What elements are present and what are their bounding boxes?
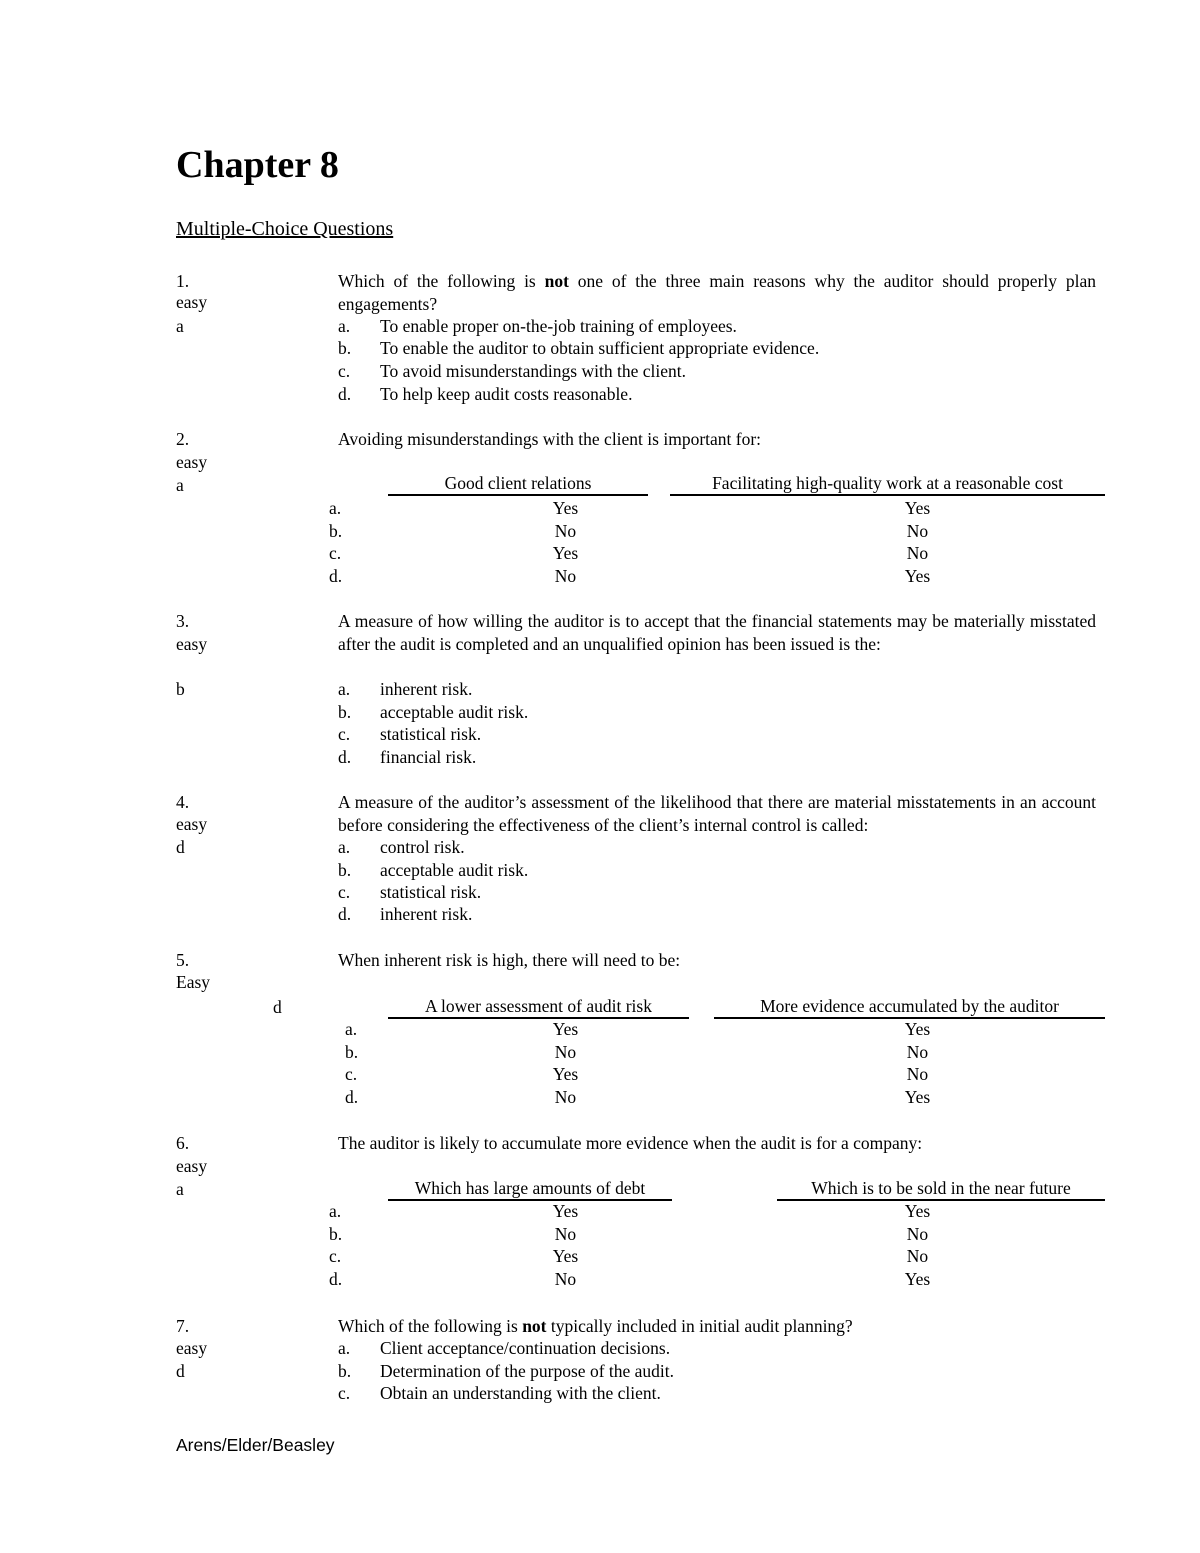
question-number: 2.	[176, 429, 190, 449]
table-cell: Yes	[904, 498, 931, 518]
option-text: To help keep audit costs reasonable.	[380, 384, 633, 404]
column-header: Good client relations	[388, 472, 648, 496]
option-letter: c.	[338, 1383, 351, 1403]
option-text: To enable proper on-the-job training of employees.	[380, 316, 737, 336]
question-number: 7.	[176, 1316, 190, 1336]
chapter-title: Chapter 8	[176, 144, 339, 186]
table-cell: Yes	[904, 566, 931, 586]
table-cell: Yes	[904, 1201, 931, 1221]
row-letter: c.	[345, 1064, 358, 1084]
question-stem: Avoiding misunderstandings with the client is important for:	[338, 429, 762, 449]
option-letter: c.	[338, 882, 351, 902]
table-cell: Yes	[552, 1064, 579, 1084]
question-answer: d	[176, 837, 185, 857]
column-header: Which is to be sold in the near future	[777, 1177, 1105, 1201]
table-cell: Yes	[904, 1269, 931, 1289]
question-answer: d	[176, 1361, 185, 1381]
option-letter: d.	[338, 384, 352, 404]
question-stem: Which of the following is not one of the three main reasons why the auditor should properly plan engagements?	[338, 271, 1096, 314]
row-letter: c.	[329, 1246, 342, 1266]
question-number: 4.	[176, 792, 190, 812]
option-letter: a.	[338, 1338, 351, 1358]
table-cell: Yes	[552, 1019, 579, 1039]
question-stem: A measure of the auditor’s assessment of the likelihood that there are material misstatements in an account before considering the effectiveness of the client’s internal control is called:	[338, 792, 1096, 835]
option-text: statistical risk.	[380, 724, 482, 744]
table-cell: No	[906, 1246, 929, 1266]
table-cell: No	[906, 1042, 929, 1062]
row-letter: d.	[329, 1269, 343, 1289]
column-header: Facilitating high-quality work at a reasonable cost	[670, 472, 1105, 496]
row-letter: b.	[329, 521, 343, 541]
column-header: Which has large amounts of debt	[388, 1177, 672, 1201]
question-answer: d	[273, 997, 282, 1017]
question-answer: a	[176, 316, 184, 336]
table-cell: Yes	[552, 498, 579, 518]
question-difficulty: easy	[176, 1338, 208, 1358]
option-text: Client acceptance/continuation decisions.	[380, 1338, 671, 1358]
question-stem: The auditor is likely to accumulate more evidence when the audit is for a company:	[338, 1133, 923, 1153]
question-stem: Which of the following is not typically included in initial audit planning?	[338, 1316, 853, 1336]
question-stem: When inherent risk is high, there will need to be:	[338, 950, 681, 970]
option-text: control risk.	[380, 837, 465, 857]
question-stem: A measure of how willing the auditor is to accept that the financial statements may be materially misstated after the audit is completed and an unqualified opinion has been issued is the:	[338, 611, 1096, 654]
table-cell: No	[554, 1224, 577, 1244]
table-cell: No	[906, 521, 929, 541]
option-text: Obtain an understanding with the client.	[380, 1383, 661, 1403]
column-header: More evidence accumulated by the auditor	[714, 995, 1105, 1019]
table-cell: No	[906, 1224, 929, 1244]
question-difficulty: easy	[176, 814, 208, 834]
table-cell: Yes	[552, 1201, 579, 1221]
option-text: financial risk.	[380, 747, 477, 767]
table-cell: No	[554, 1042, 577, 1062]
question-difficulty: easy	[176, 634, 208, 654]
question-number: 3.	[176, 611, 190, 631]
option-text: acceptable audit risk.	[380, 860, 529, 880]
option-letter: b.	[338, 860, 352, 880]
option-text: acceptable audit risk.	[380, 702, 529, 722]
row-letter: d.	[329, 566, 343, 586]
table-cell: Yes	[904, 1019, 931, 1039]
option-letter: a.	[338, 837, 351, 857]
option-text: statistical risk.	[380, 882, 482, 902]
table-cell: Yes	[552, 1246, 579, 1266]
table-cell: No	[554, 521, 577, 541]
question-difficulty: easy	[176, 1156, 208, 1176]
option-text: To enable the auditor to obtain sufficient appropriate evidence.	[380, 338, 820, 358]
table-cell: Yes	[552, 543, 579, 563]
row-letter: a.	[329, 1201, 342, 1221]
question-number: 1.	[176, 271, 190, 291]
option-text: To avoid misunderstandings with the client.	[380, 361, 686, 381]
table-cell: No	[906, 1064, 929, 1084]
section-subtitle: Multiple-Choice Questions	[176, 218, 394, 240]
row-letter: b.	[345, 1042, 359, 1062]
row-letter: b.	[329, 1224, 343, 1244]
row-letter: a.	[329, 498, 342, 518]
option-text: inherent risk.	[380, 904, 473, 924]
row-letter: d.	[345, 1087, 359, 1107]
row-letter: a.	[345, 1019, 358, 1039]
question-difficulty: easy	[176, 292, 208, 312]
question-difficulty: Easy	[176, 972, 211, 992]
option-letter: a.	[338, 679, 351, 699]
option-text: inherent risk.	[380, 679, 473, 699]
option-letter: c.	[338, 361, 351, 381]
table-cell: Yes	[904, 1087, 931, 1107]
question-answer: a	[176, 475, 184, 495]
question-difficulty: easy	[176, 452, 208, 472]
option-letter: d.	[338, 747, 352, 767]
question-answer: b	[176, 679, 185, 699]
row-letter: c.	[329, 543, 342, 563]
option-letter: c.	[338, 724, 351, 744]
option-letter: a.	[338, 316, 351, 336]
option-letter: b.	[338, 702, 352, 722]
option-letter: b.	[338, 1361, 352, 1381]
question-number: 6.	[176, 1133, 190, 1153]
page-footer: Arens/Elder/Beasley	[176, 1435, 335, 1455]
question-number: 5.	[176, 950, 190, 970]
option-text: Determination of the purpose of the audit.	[380, 1361, 675, 1381]
option-letter: d.	[338, 904, 352, 924]
table-cell: No	[554, 1087, 577, 1107]
table-cell: No	[554, 566, 577, 586]
option-letter: b.	[338, 338, 352, 358]
table-cell: No	[906, 543, 929, 563]
table-cell: No	[554, 1269, 577, 1289]
column-header: A lower assessment of audit risk	[388, 995, 689, 1019]
question-answer: a	[176, 1179, 184, 1199]
